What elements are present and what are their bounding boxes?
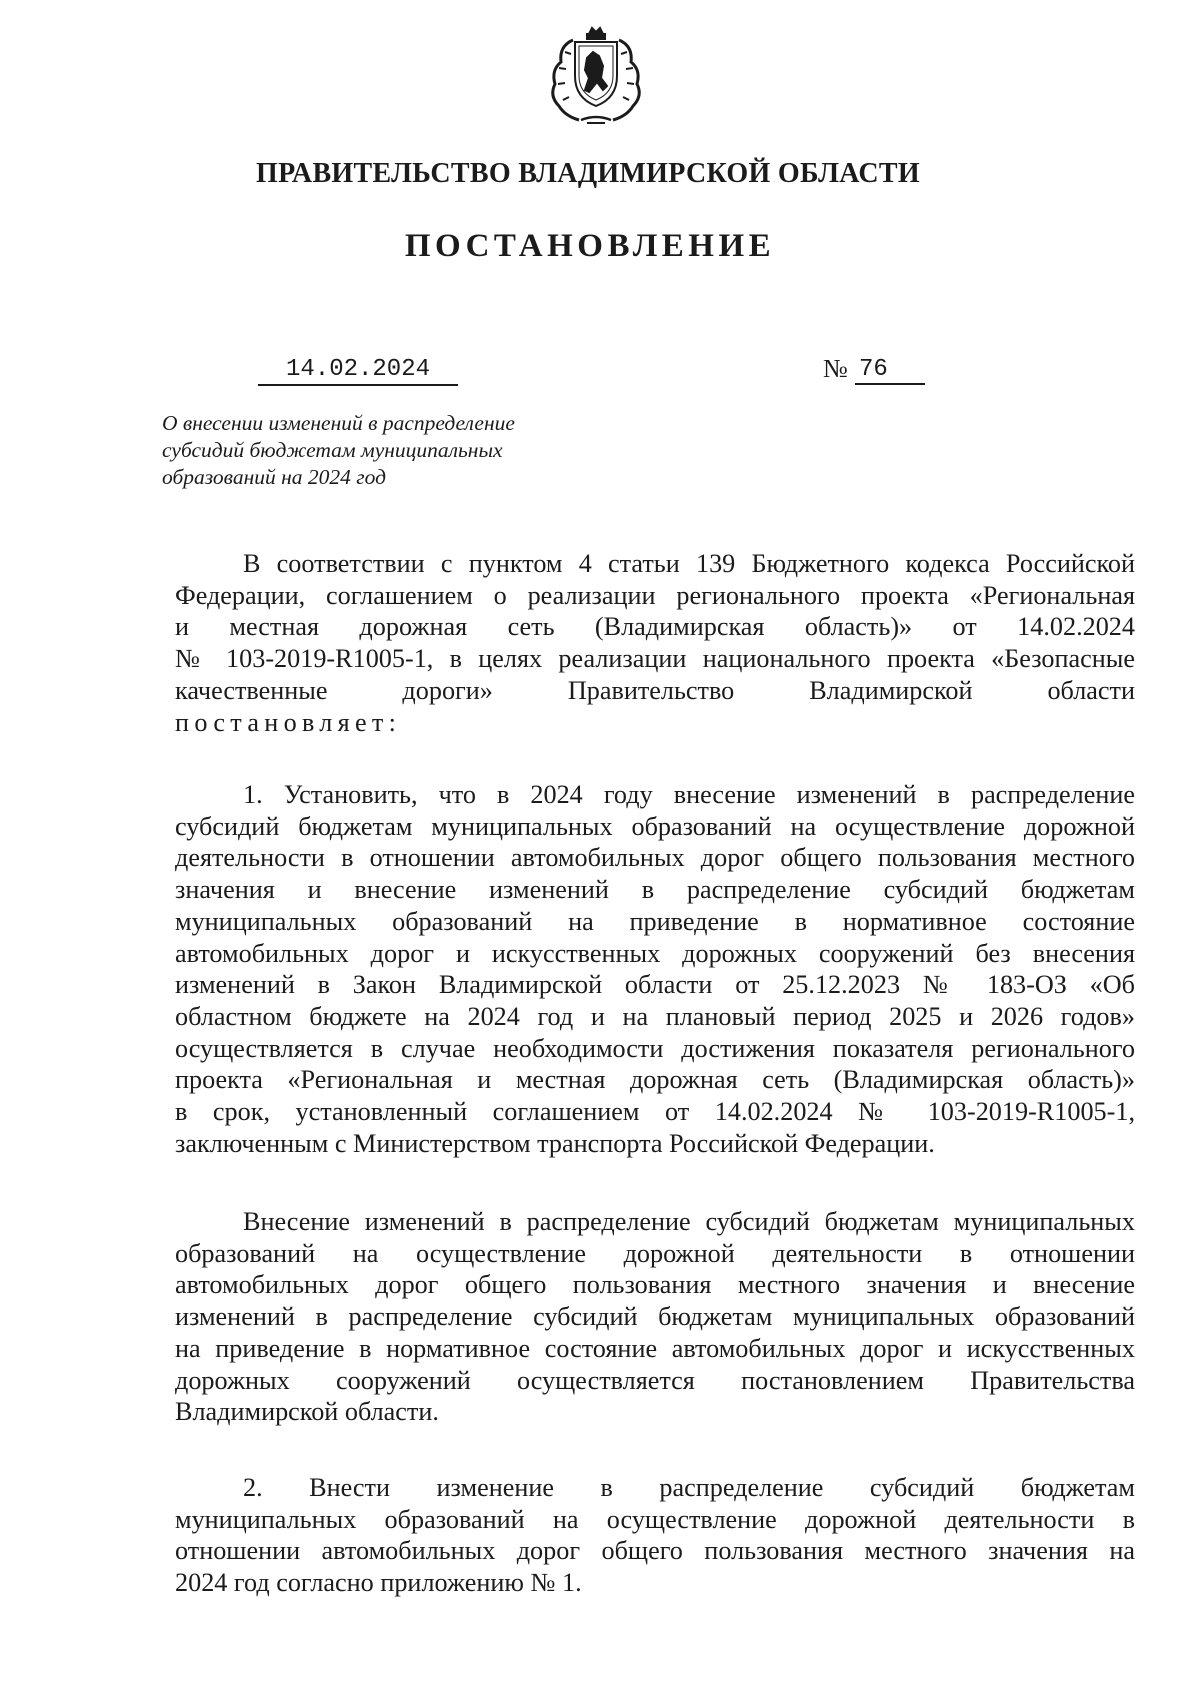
text-line: Федерации, соглашением о реализации регионального проекта «Региональная bbox=[175, 580, 1135, 610]
text-line: образований на осуществление дорожной деятельности в отношении bbox=[175, 1238, 1135, 1268]
text-line: 2024 год согласно приложению № 1. bbox=[175, 1568, 582, 1598]
text-line: областном бюджете на 2024 год и на плановый период 2025 и 2026 годов» bbox=[175, 1001, 1135, 1031]
text-line: субсидий бюджетам муниципальных образований на осуществление дорожной bbox=[175, 811, 1135, 841]
text-line: 1. Установить, что в 2024 году внесение изменений в распределение bbox=[243, 780, 1135, 809]
subject-line: образований на 2024 год bbox=[162, 465, 387, 489]
text-line: деятельности в отношении автомобильных дорог общего пользования местного bbox=[175, 843, 1135, 873]
text-line: значения и внесение изменений в распределение субсидий бюджетам bbox=[175, 875, 1135, 905]
clause-2-paragraph bbox=[175, 1472, 1135, 1599]
subject-heading bbox=[162, 410, 622, 491]
text-line: качественные дороги» Правительство Владимирской области bbox=[175, 675, 1135, 705]
text-line: заключенным с Министерством транспорта Российской Федерации. bbox=[175, 1128, 935, 1158]
text-line: автомобильных дорог общего пользования местного значения и внесение bbox=[175, 1270, 1135, 1300]
text-line: муниципальных образований на осуществление дорожной деятельности в bbox=[175, 1504, 1135, 1534]
subject-line: субсидий бюджетам муниципальных bbox=[162, 438, 503, 462]
text-line: 2. Внести изменение в распределение субсидий бюджетам bbox=[243, 1473, 1135, 1502]
government-name: ПРАВИТЕЛЬСТВО ВЛАДИМИРСКОЙ ОБЛАСТИ bbox=[256, 158, 920, 189]
text-line: В соответствии с пунктом 4 статьи 139 Бюджетного кодекса Российской bbox=[243, 549, 1135, 578]
text-line: и местная дорожная сеть (Владимирская область)» от 14.02.2024 bbox=[175, 612, 1135, 642]
clause-1-paragraph bbox=[175, 779, 1135, 1159]
text-line: Владимирской области. bbox=[175, 1397, 439, 1427]
document-number: 76 bbox=[855, 356, 925, 385]
text-line: муниципальных образований на приведение в нормативное состояние bbox=[175, 906, 1135, 936]
text-line: изменений в Закон Владимирской области от 25.12.2023 № 183-ОЗ «Об bbox=[175, 970, 1135, 1000]
clause-1-continuation-paragraph bbox=[175, 1206, 1135, 1428]
text-line: в срок, установленный соглашением от 14.02.2024 № 103-2019-R1005-1, bbox=[175, 1097, 1135, 1127]
document-type: ПОСТАНОВЛЕНИЕ bbox=[404, 228, 776, 264]
text-line: автомобильных дорог и искусственных дорожных сооружений без внесения bbox=[175, 938, 1135, 968]
preamble-paragraph bbox=[175, 548, 1135, 738]
text-line: изменений в распределение субсидий бюджетам муниципальных образований bbox=[175, 1302, 1135, 1332]
resolves-word: постановляет: bbox=[175, 707, 402, 737]
text-line: отношении автомобильных дорог общего пользования местного значения на bbox=[175, 1536, 1135, 1566]
text-line: осуществляется в случае необходимости достижения показателя регионального bbox=[175, 1033, 1135, 1063]
number-label: № bbox=[823, 354, 848, 383]
subject-line: О внесении изменений в распределение bbox=[162, 411, 515, 435]
coat-of-arms-icon bbox=[543, 22, 649, 128]
text-line: на приведение в нормативное состояние автомобильных дорог и искусственных bbox=[175, 1333, 1135, 1363]
text-line: № 103-2019-R1005-1, в целях реализации национального проекта «Безопасные bbox=[175, 644, 1135, 674]
document-date: 14.02.2024 bbox=[258, 356, 458, 386]
text-line: дорожных сооружений осуществляется постановлением Правительства bbox=[175, 1365, 1135, 1395]
text-line: проекта «Региональная и местная дорожная сеть (Владимирская область)» bbox=[175, 1065, 1135, 1095]
text-line: Внесение изменений в распределение субсидий бюджетам муниципальных bbox=[243, 1207, 1135, 1236]
